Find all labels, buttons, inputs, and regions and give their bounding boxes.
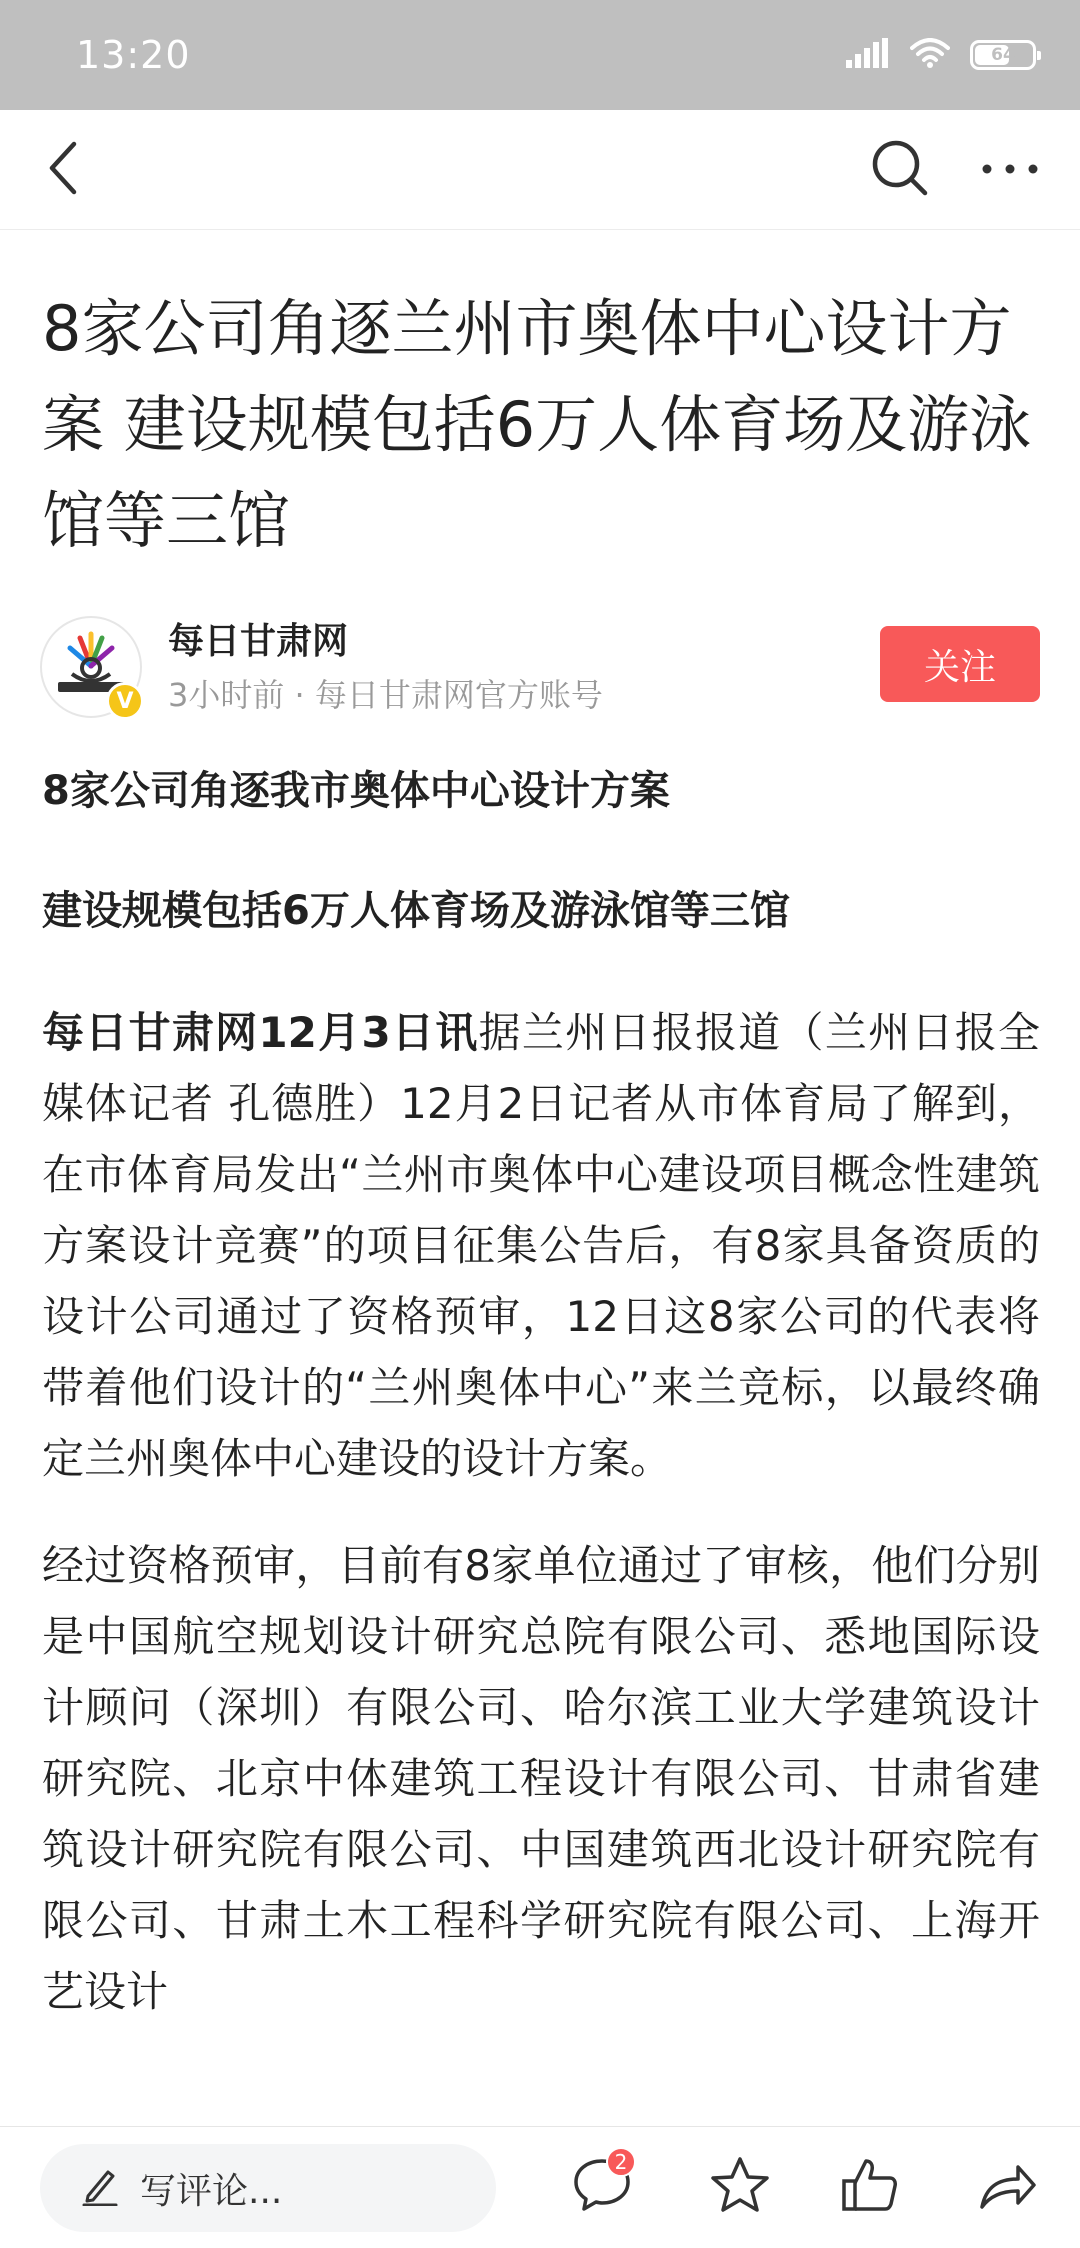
status-bar [0,0,1080,110]
comments-button[interactable] [566,2151,638,2223]
comment-input[interactable] [40,2144,496,2232]
pencil-icon [82,2166,118,2210]
star-icon [709,2155,771,2219]
status-icons [846,38,1036,72]
article-paragraph: 经过资格预审，目前有8家单位通过了审核，他们分别是中国航空规划设计研究总院有限公司、悉地国际设计顾问（深圳）有限公司、哈尔滨工业大学建筑设计研究院、北京中体建筑工程设计有限公司、甘肃省建筑设计研究院有限公司、中国建筑西北设计研究院有限公司、甘肃土木工程科学研究院有限公司、上海开艺设计 [42,1541,1040,2016]
article-title: 8家公司角逐兰州市奥体中心设计方案 建设规模包括6万人体育场及游泳馆等三馆 [42,292,1032,557]
comment-placeholder: 写评论... [140,2170,283,2212]
author-meta: 3小时前 · 每日甘肃网官方账号 [168,676,603,714]
article-content[interactable] [0,231,1080,2126]
wifi-icon [910,38,950,72]
article-paragraph [42,997,1040,1494]
article-body [42,761,1040,2027]
article-subheading: 建设规模包括6万人体育场及游泳馆等三馆 [42,888,790,934]
signal-icon [846,38,890,72]
like-button[interactable] [834,2151,906,2223]
back-button[interactable] [28,134,100,206]
thumbs-up-icon [840,2155,900,2219]
share-button[interactable] [972,2151,1044,2223]
share-icon [978,2159,1038,2215]
favorite-button[interactable] [704,2151,776,2223]
search-button[interactable] [864,134,936,206]
search-icon [870,138,930,202]
author-row [40,616,1040,726]
follow-button[interactable]: 关注 [880,626,1040,702]
battery-level-text: 64 [991,45,1015,65]
article-subheading: 8家公司角逐我市奥体中心设计方案 [42,768,670,814]
top-nav-bar [0,110,1080,230]
more-button[interactable] [974,134,1046,206]
author-avatar[interactable] [40,616,142,718]
bottom-action-bar [0,2126,1080,2248]
status-time: 13:20 [76,33,191,77]
verified-badge-icon: V [106,682,144,720]
more-icon [980,161,1040,180]
paragraph-text: 据兰州日报报道（兰州日报全媒体记者 孔德胜）12月2日记者从市体育局了解到，在市体育局发出“兰州市奥体中心建设项目概念性建筑方案设计竞赛”的项目征集公告后，有8家具备资质的设计公司通过了资格预审，12日这8家公司的代表将带着他们设计的“兰州奥体中心”来兰竞标，以最终确定兰州奥体中心建设的设计方案。 [42,1008,1040,1483]
back-icon [42,140,86,200]
paragraph-lead: 每日甘肃网12月3日讯 [42,1008,479,1057]
battery-icon [970,40,1036,70]
author-name[interactable]: 每日甘肃网 [168,621,349,662]
comment-count-badge: 2 [606,2147,636,2177]
